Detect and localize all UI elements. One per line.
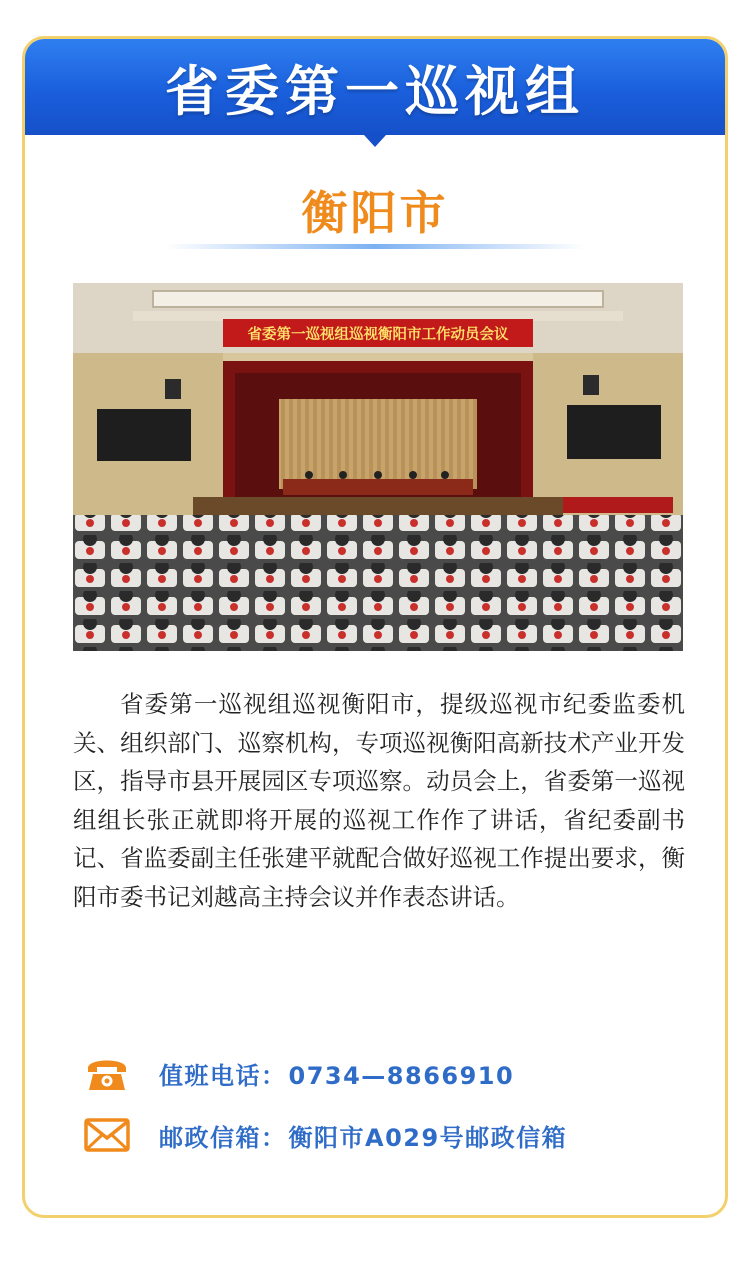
banner-title: 省委第一巡视组 [165, 59, 585, 123]
phone-text [159, 1056, 514, 1091]
phone-icon [83, 1053, 131, 1093]
header-banner [25, 39, 725, 135]
meeting-photo [73, 283, 683, 651]
city-underline [165, 244, 585, 249]
mailbox-value: 衡阳市A029号邮政信箱 [288, 1123, 568, 1152]
phone-value: 0734—8866910 [288, 1061, 515, 1090]
mailbox-label: 邮政信箱： [159, 1123, 287, 1152]
banner-notch [364, 135, 386, 147]
envelope-icon [83, 1115, 131, 1155]
phone-label: 值班电话： [159, 1061, 287, 1090]
contact-row-phone [83, 1053, 514, 1093]
info-card [22, 36, 728, 1218]
body-paragraph: 省委第一巡视组巡视衡阳市，提级巡视市纪委监委机关、组织部门、巡察机构，专项巡视衡阳高新技术产业开发区，指导市县开展园区专项巡察。动员会上，省委第一巡视组组长张正就即将开展的巡视工作作了讲话，省纪委副书记、省监委副主任张建平就配合做好巡视工作提出要求，衡阳市委书记刘越高主持会议并作表态讲话。 [73, 690, 685, 911]
city-heading: 衡阳市 [301, 186, 449, 240]
contact-row-mailbox [83, 1115, 567, 1155]
mailbox-text [159, 1118, 567, 1153]
photo-banner-text: 省委第一巡视组巡视衡阳市工作动员会议 [247, 327, 509, 343]
